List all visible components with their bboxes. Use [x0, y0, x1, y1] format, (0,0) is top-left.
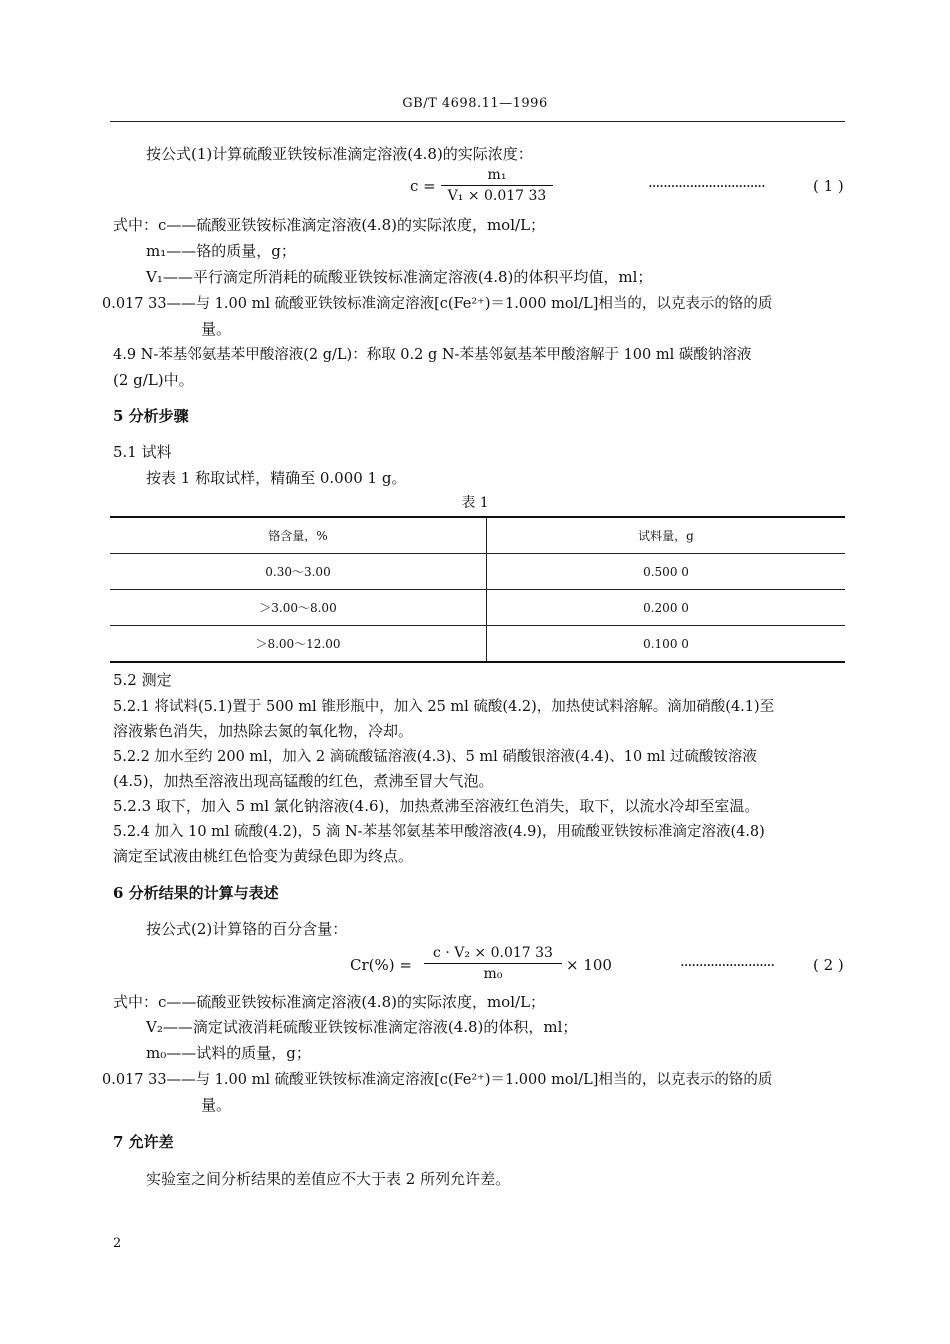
formula2-leader-dots: ·························: [680, 956, 775, 974]
formula1-leader-dots: ·······························: [648, 177, 765, 195]
legend2-line: 式中：c——硫酸亚铁铵标准滴定溶液(4.8)的实际浓度，mol/L；: [113, 993, 546, 1011]
clause-5-2-3: 5.2.3 取下，加入 5 ml 氯化钠溶液(4.6)，加热煮沸至溶液红色消失，取下，以流水冷却至室温。: [113, 797, 760, 815]
formula1-denominator: V₁ × 0.017 33: [447, 188, 547, 204]
formula2-fraction: [424, 945, 562, 982]
table1-caption: 表 1: [461, 495, 489, 511]
formula1-fraction: [441, 167, 553, 204]
legend2-line: 0.017 33——与 1.00 ml 硫酸亚铁铵标准滴定溶液[c(Fe²⁺)＝1.000 mol/L]相当的，以克表示的铬的质: [102, 1072, 773, 1088]
table-row: [110, 626, 845, 663]
clause-5-2-2-line1: 5.2.2 加水至约 200 ml，加入 2 滴硫酸锰溶液(4.3)、5 ml 硝酸银溶液(4.4)、10 ml 过硫酸铵溶液: [113, 749, 757, 765]
section-6-heading: 6 分析结果的计算与表述: [113, 884, 279, 902]
formula2-denominator: m₀: [483, 966, 503, 982]
formula2-rhs: × 100: [566, 956, 612, 974]
section-7-text: 实验室之间分析结果的差值应不大于表 2 所列允许差。: [146, 1170, 511, 1188]
header-rule: [110, 121, 845, 122]
running-header: GB/T 4698.11—1996: [402, 96, 548, 111]
clause-5-2-2-line2: (4.5)，加热至溶液出现高锰酸的红色，煮沸至冒大气泡。: [113, 772, 494, 790]
section-7-heading: 7 允许差: [113, 1133, 174, 1151]
formula1-lhs: c =: [410, 177, 436, 195]
clause-5-1-heading: 5.1 试料: [113, 443, 172, 461]
formula1-label: ( 1 ): [813, 177, 844, 195]
table-cell: 0.500 0: [643, 564, 689, 579]
formula2-numerator: c · V₂ × 0.017 33: [433, 945, 553, 961]
formula1-intro: 按公式(1)计算硫酸亚铁铵标准滴定溶液(4.8)的实际浓度：: [146, 145, 533, 163]
legend1-line: 式中：c——硫酸亚铁铵标准滴定溶液(4.8)的实际浓度，mol/L；: [113, 216, 546, 234]
clause-5-2-1-line1: 5.2.1 将试料(5.1)置于 500 ml 锥形瓶中，加入 25 ml 硫酸(4.2)，加热使试料溶解。滴加硝酸(4.1)至: [113, 699, 775, 715]
table-cell: ＞3.00～8.00: [110, 590, 487, 626]
clause-4-9-line2: (2 g/L)中。: [113, 371, 194, 389]
table-row: [110, 590, 845, 626]
formula2-label: ( 2 ): [813, 956, 844, 974]
table-1: [110, 516, 845, 663]
clause-5-2-1-line2: 溶液紫色消失，加热除去氮的氧化物，冷却。: [113, 722, 414, 740]
legend1-line: 0.017 33——与 1.00 ml 硫酸亚铁铵标准滴定溶液[c(Fe²⁺)＝1.000 mol/L]相当的，以克表示的铬的质: [102, 296, 773, 312]
clause-4-9-line1: 4.9 N-苯基邻氨基苯甲酸溶液(2 g/L)：称取 0.2 g N-苯基邻氨基苯甲酸溶解于 100 ml 碳酸钠溶液: [113, 347, 752, 363]
legend2-line: m₀——试料的质量，g；: [146, 1044, 311, 1062]
formula1-numerator: m₁: [487, 167, 507, 183]
table-header-row: [110, 517, 845, 554]
table-cell: 0.100 0: [643, 636, 689, 651]
clause-5-2-heading: 5.2 测定: [113, 671, 172, 689]
table-row: [110, 554, 845, 590]
table-cell: 0.200 0: [643, 600, 689, 615]
clause-5-1-text: 按表 1 称取试样，精确至 0.000 1 g。: [146, 469, 407, 487]
table-header-cell: 铬含量，%: [110, 517, 487, 554]
legend2-line: V₂——滴定试液消耗硫酸亚铁铵标准滴定溶液(4.8)的体积，ml；: [146, 1018, 578, 1036]
legend1-line: V₁——平行滴定所消耗的硫酸亚铁铵标准滴定溶液(4.8)的体积平均值，ml；: [146, 268, 653, 286]
table-cell: ＞8.00～12.00: [110, 626, 487, 663]
clause-5-2-4-line2: 滴定至试液由桃红色恰变为黄绿色即为终点。: [113, 847, 414, 865]
page-number: 2: [113, 1236, 122, 1251]
section-5-heading: 5 分析步骤: [113, 407, 189, 425]
legend2-line: 量。: [201, 1096, 232, 1114]
legend1-line: m₁——铬的质量，g；: [146, 242, 296, 260]
table-header-cell: 试料量，g: [638, 529, 694, 543]
legend1-line: 量。: [201, 320, 232, 338]
clause-5-2-4-line1: 5.2.4 加入 10 ml 硫酸(4.2)，5 滴 N-苯基邻氨基苯甲酸溶液(4.9)，用硫酸亚铁铵标准滴定溶液(4.8): [113, 824, 765, 840]
formula2-intro: 按公式(2)计算铬的百分含量：: [146, 920, 348, 938]
table-cell: 0.30～3.00: [110, 554, 487, 590]
formula2-lhs: Cr(%) =: [350, 956, 412, 974]
